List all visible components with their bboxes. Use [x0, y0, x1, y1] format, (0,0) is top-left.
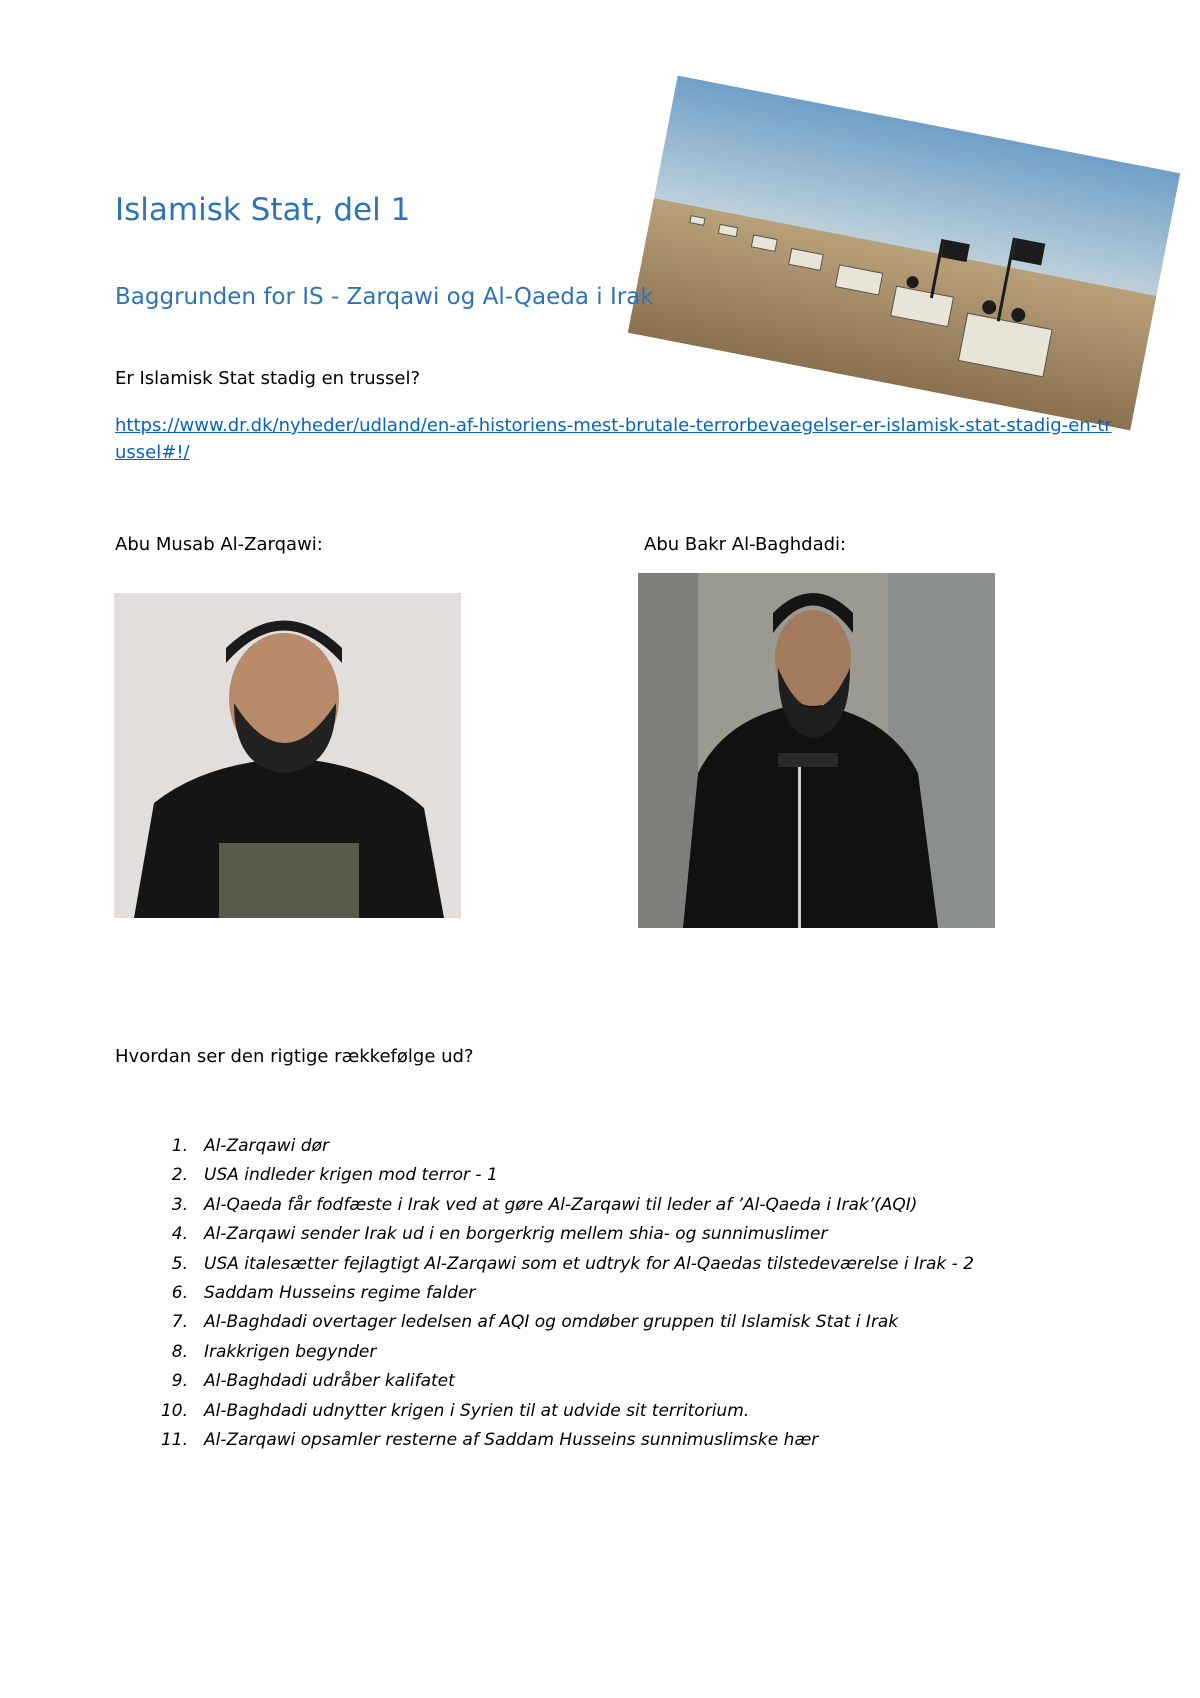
list-number: 1. — [171, 1136, 188, 1156]
list-item — [148, 1338, 974, 1367]
event-sequence-list — [148, 1132, 974, 1455]
list-item — [148, 1426, 974, 1455]
page-title: Islamisk Stat, del 1 — [115, 192, 411, 228]
list-number: 7. — [171, 1312, 188, 1333]
baghdadi-label: Abu Bakr Al-Baghdadi: — [644, 534, 847, 555]
list-text: Saddam Husseins regime falder — [204, 1282, 476, 1303]
list-item — [148, 1132, 974, 1161]
list-number: 4. — [171, 1224, 188, 1245]
list-text: Al-Qaeda får fodfæste i Irak ved at gøre Al-Zarqawi til leder af ’Al-Qaeda i Irak’(AQI) — [204, 1194, 918, 1215]
list-text: Al-Baghdadi udnytter krigen i Syrien til at udvide sit territorium. — [204, 1400, 750, 1421]
list-text: Al-Zarqawi dør — [204, 1136, 329, 1156]
list-text: USA indleder krigen mod terror - 1 — [204, 1165, 498, 1186]
baghdadi-photo — [638, 573, 995, 928]
zarqawi-label: Abu Musab Al-Zarqawi: — [115, 534, 323, 555]
zarqawi-photo — [114, 593, 461, 918]
convoy-photo — [628, 76, 1181, 431]
list-item — [148, 1250, 974, 1279]
list-number: 10. — [160, 1400, 188, 1421]
list-item — [148, 1308, 974, 1337]
list-item — [148, 1397, 974, 1426]
page-subtitle: Baggrunden for IS - Zarqawi og Al-Qaeda i Irak — [115, 284, 654, 310]
list-text: Al-Zarqawi opsamler resterne af Saddam Husseins sunnimuslimske hær — [204, 1429, 819, 1450]
article-link[interactable]: https://www.dr.dk/nyheder/udland/en-af-historiens-mest-brutale-terrorbevaegelser-er-islamisk-stat-stadig-en-trussel#!/ — [115, 415, 1112, 463]
list-text: Al-Baghdadi overtager ledelsen af AQI og omdøber gruppen til Islamisk Stat i Irak — [204, 1312, 899, 1333]
order-question: Hvordan ser den rigtige rækkefølge ud? — [115, 1046, 474, 1067]
list-number: 5. — [171, 1253, 188, 1274]
list-number: 8. — [171, 1341, 188, 1362]
list-text: Al-Baghdadi udråber kalifatet — [204, 1371, 455, 1392]
list-item — [148, 1220, 974, 1249]
list-item — [148, 1367, 974, 1396]
list-number: 3. — [171, 1194, 188, 1215]
question-text: Er Islamisk Stat stadig en trussel? — [115, 368, 421, 389]
list-number: 11. — [160, 1429, 188, 1450]
list-number: 6. — [171, 1282, 188, 1303]
list-item — [148, 1191, 974, 1220]
list-text: Irakkrigen begynder — [204, 1341, 377, 1362]
list-text: Al-Zarqawi sender Irak ud i en borgerkrig mellem shia- og sunnimuslimer — [204, 1224, 828, 1245]
list-item — [148, 1279, 974, 1308]
list-number: 2. — [171, 1165, 188, 1186]
list-item — [148, 1161, 974, 1190]
list-number: 9. — [171, 1371, 188, 1392]
list-text: USA italesætter fejlagtigt Al-Zarqawi som et udtryk for Al-Qaedas tilstedeværelse i Irak - 2 — [204, 1253, 974, 1274]
